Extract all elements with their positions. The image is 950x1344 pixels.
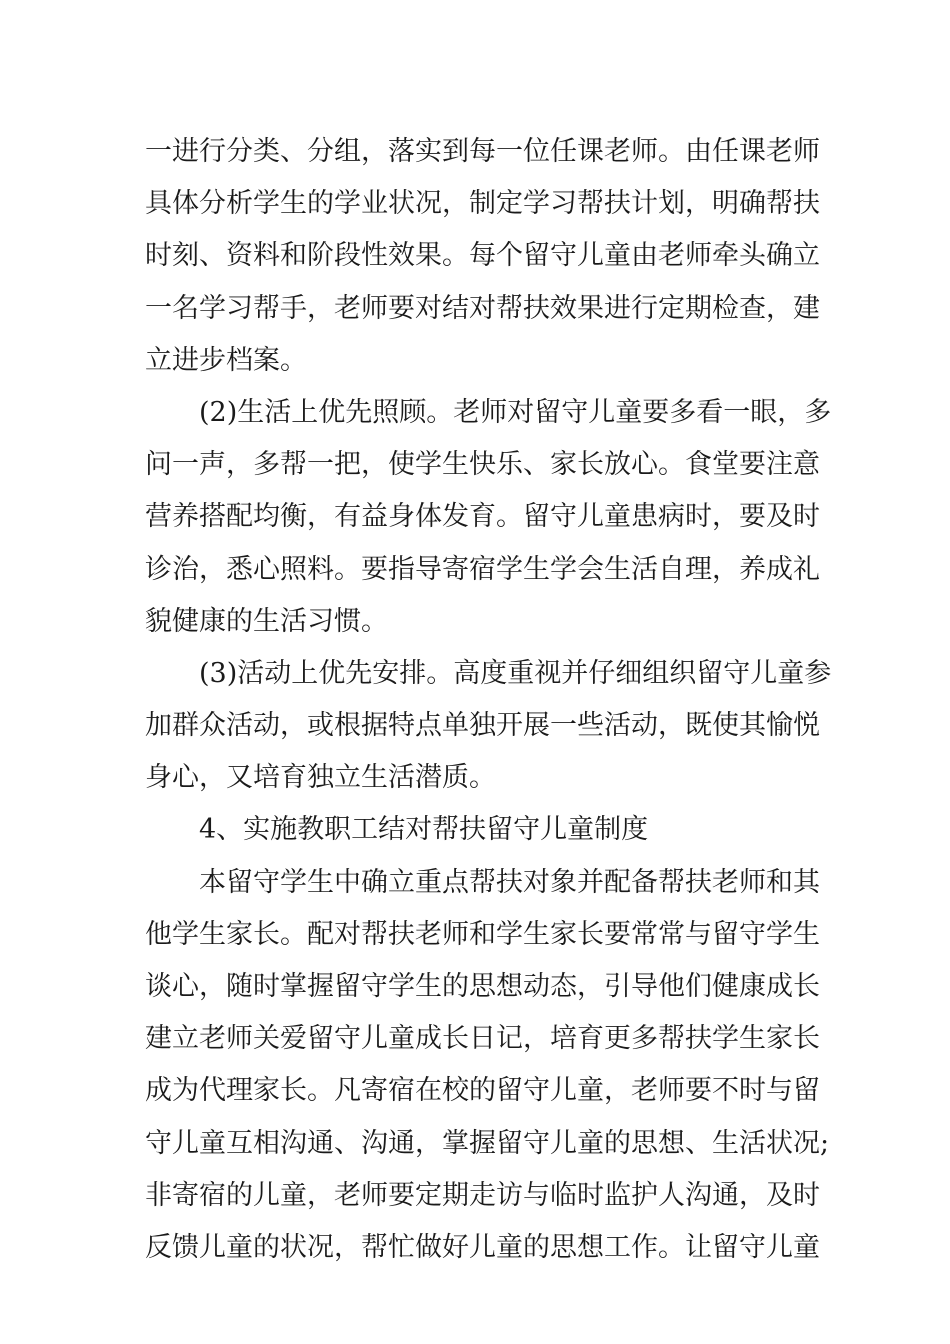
text-line [145, 752, 815, 804]
text-line [145, 648, 832, 700]
line-text: 加 群 众 活 动 ， 或 根 据 特 点 单 独 开 展 一 些 活 动 ， 既 使 其 愉 悦 [145, 710, 820, 742]
line-text: 一 进 行 分 类 、 分 组 ， 落 实 到 每 一 位 任 课 老 师 。 由 任 课 老 师 [145, 136, 820, 167]
text-line [145, 491, 820, 543]
text-line [145, 596, 815, 648]
line-text: 貌健康的生活习惯。 [145, 605, 388, 637]
text-line [145, 1170, 820, 1222]
line-text: ( 2 ) 生 活 上 优 先 照 顾 。 老 师 对 留 守 儿 童 要 多 看 一 眼 ， 多 [199, 396, 832, 428]
line-text: 立进步档案。 [145, 344, 307, 376]
line-text: 4、实施教职工结对帮扶留守儿童制度 [199, 814, 649, 846]
text-line [145, 700, 820, 752]
text-line [145, 1065, 820, 1117]
body-text [145, 126, 832, 1274]
line-text: 他 学 生 家 长 。 配 对 帮 扶 老 师 和 学 生 家 长 要 常 常 与 留 守 学 生 [145, 918, 820, 950]
text-line [145, 961, 820, 1013]
text-line [145, 1118, 830, 1170]
text-line [145, 857, 820, 909]
text-line [145, 283, 820, 335]
text-line [145, 387, 832, 439]
line-text: 诊 治 ， 悉 心 照 料 。 要 指 导 寄 宿 学 生 学 会 生 活 自 理 ， 养 成 礼 [145, 553, 820, 585]
line-text: 成 为 代 理 家 长 。 凡 寄 宿 在 校 的 留 守 儿 童 ， 老 师 要 不 时 与 留 [145, 1075, 820, 1107]
line-text: ( 3 ) 活 动 上 优 先 安 排 。 高 度 重 视 并 仔 细 组 织 留 守 儿 童 参 [199, 657, 832, 689]
line-text: 反 馈 儿 童 的 状 况 ， 帮 忙 做 好 儿 童 的 思 想 工 作 。 让 留 守 儿 童 [145, 1231, 820, 1263]
text-line [145, 230, 820, 282]
text-line [145, 1013, 820, 1065]
line-text: 本 留 守 学 生 中 确 立 重 点 帮 扶 对 象 并 配 备 帮 扶 老 师 和 其 [199, 866, 820, 898]
text-line [145, 178, 820, 230]
line-text: 守 儿 童 互 相 沟 通 、 沟 通 ， 掌 握 留 守 儿 童 的 思 想 、 生 活 状 况 ; [145, 1127, 830, 1159]
section-heading [145, 804, 815, 856]
line-text: 身心，又培育独立生活潜质。 [145, 762, 496, 794]
text-line [145, 909, 820, 961]
line-text: 时 刻 、 资 料 和 阶 段 性 效 果 。 每 个 留 守 儿 童 由 老 师 牵 头 确 立 [145, 240, 820, 272]
text-line [145, 126, 820, 178]
line-text: 具 体 分 析 学 生 的 学 业 状 况 ， 制 定 学 习 帮 扶 计 划 ， 明 确 帮 扶 [145, 188, 820, 220]
text-line [145, 439, 820, 491]
line-text: 一 名 学 习 帮 手 ， 老 师 要 对 结 对 帮 扶 效 果 进 行 定 期 检 查 ， 建 [145, 292, 820, 324]
text-line [145, 335, 815, 387]
line-text: 营 养 搭 配 均 衡 ， 有 益 身 体 发 育 。 留 守 儿 童 患 病 时 ， 要 及 时 [145, 501, 820, 533]
line-text: 问 一 声 ， 多 帮 一 把 ， 使 学 生 快 乐 、 家 长 放 心 。 食 堂 要 注 意 [145, 449, 820, 481]
line-text: 非 寄 宿 的 儿 童 ， 老 师 要 定 期 走 访 与 临 时 监 护 人 沟 通 ， 及 时 [145, 1179, 820, 1211]
line-text: 谈 心 ， 随 时 掌 握 留 守 学 生 的 思 想 动 态 ， 引 导 他 们 健 康 成 长 [145, 971, 820, 1002]
line-text: 建 立 老 师 关 爱 留 守 儿 童 成 长 日 记 ， 培 育 更 多 帮 扶 学 生 家 长 [145, 1023, 820, 1055]
text-line [145, 1222, 820, 1274]
text-line [145, 544, 820, 596]
